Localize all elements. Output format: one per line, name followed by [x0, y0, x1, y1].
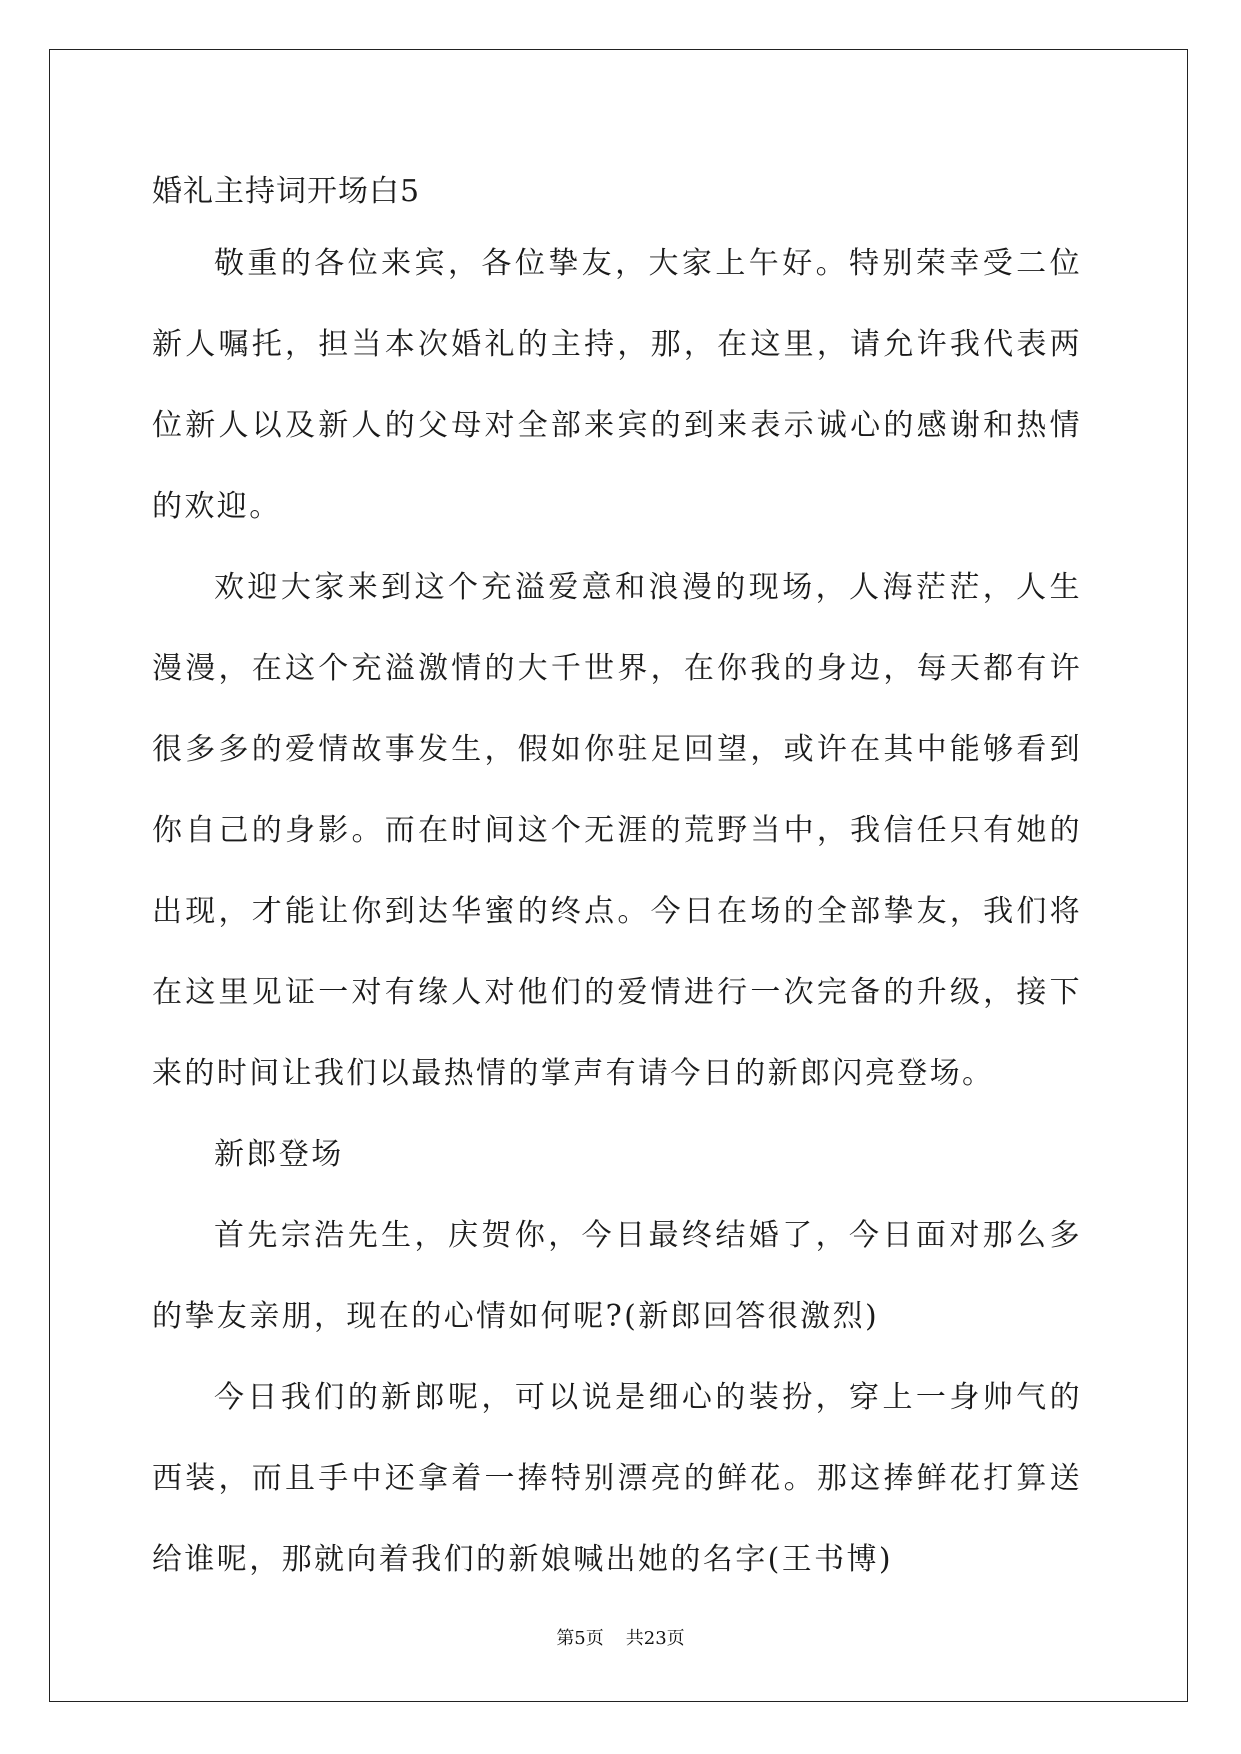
- paragraph-groom-entrance: 新郎登场: [214, 1137, 344, 1172]
- page-footer: [0, 1627, 1241, 1651]
- paragraph-flowers: 今日我们的新郎呢，可以说是细心的装扮，穿上一身帅气的西装，而且手中还拿着一捧特别漂亮的鲜花。那这捧鲜花打算送给谁呢，那就向着我们的新娘喊出她的名字(王书博): [152, 1380, 1082, 1577]
- paragraph-welcome: 敬重的各位来宾，各位挚友，大家上午好。特别荣幸受二位新人嘱托，担当本次婚礼的主持，那，在这里，请允许我代表两位新人以及新人的父母对全部来宾的到来表示诚心的感谢和热情的欢迎。: [152, 246, 1082, 524]
- paragraph-groom-question: 首先宗浩先生，庆贺你，今日最终结婚了，今日面对那么多的挚友亲朋，现在的心情如何呢?(新郎回答很激烈): [152, 1218, 1082, 1334]
- paragraph-scene: 欢迎大家来到这个充溢爱意和浪漫的现场，人海茫茫，人生漫漫，在这个充溢激情的大千世界，在你我的身边，每天都有许很多多的爱情故事发生，假如你驻足回望，或许在其中能够看到你自己的身影。而在时间这个无涯的荒野当中，我信任只有她的出现，才能让你到达华蜜的终点。今日在场的全部挚友，我们将在这里见证一对有缘人对他们的爱情进行一次完备的升级，接下来的时间让我们以最热情的掌声有请今日的新郎闪亮登场。: [152, 570, 1082, 1091]
- page-total: 共23页: [625, 1628, 685, 1649]
- document-body: [152, 160, 1082, 1600]
- document-title: 婚礼主持词开场白5: [152, 174, 421, 209]
- page-number: 第5页: [556, 1628, 604, 1649]
